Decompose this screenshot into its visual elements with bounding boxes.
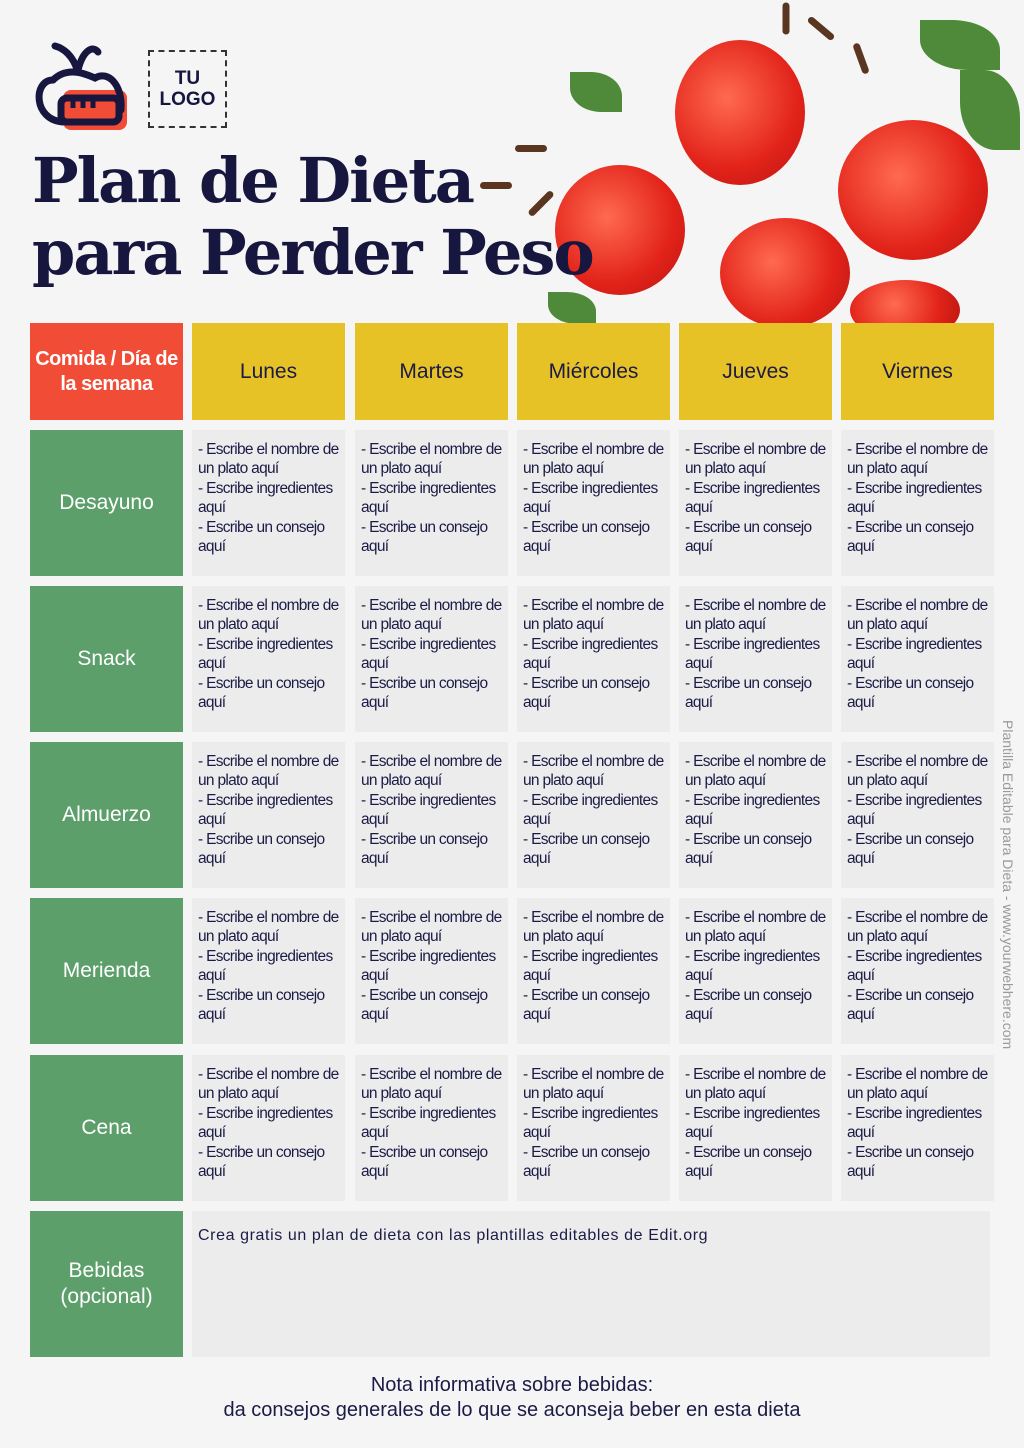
cell-line: - Escribe un consejo aquí: [523, 830, 650, 868]
cell-line: - Escribe ingredientes aquí: [361, 635, 496, 673]
meal-cell[interactable]: [355, 742, 508, 888]
meal-cell[interactable]: [679, 898, 832, 1044]
apple-tape-measure-icon: [33, 40, 129, 137]
cell-line: - Escribe el nombre de un plato aquí: [361, 753, 502, 790]
title-line-2: para Perder Peso: [32, 216, 593, 289]
side-watermark-text: Plantilla Editable para Dieta - www.yourwebhere.com: [1000, 720, 1016, 1050]
cell-line: - Escribe ingredientes aquí: [847, 479, 982, 517]
cell-line: - Escribe un consejo aquí: [685, 674, 812, 712]
cell-line: - Escribe un consejo aquí: [361, 986, 488, 1024]
cell-line: - Escribe el nombre de un plato aquí: [523, 753, 664, 790]
day-header-0: Lunes: [192, 323, 345, 420]
cell-line: - Escribe un consejo aquí: [847, 518, 974, 556]
cell-line: - Escribe ingredientes aquí: [361, 791, 496, 829]
meal-cell[interactable]: [517, 742, 670, 888]
cell-line: - Escribe un consejo aquí: [361, 830, 488, 868]
meal-cell[interactable]: [355, 586, 508, 732]
cell-line: - Escribe un consejo aquí: [847, 830, 974, 868]
cell-line: - Escribe un consejo aquí: [685, 986, 812, 1024]
meal-label: Merienda: [30, 898, 183, 1044]
cell-line: - Escribe ingredientes aquí: [523, 635, 658, 673]
meal-cell[interactable]: [517, 586, 670, 732]
meal-cell[interactable]: [355, 898, 508, 1044]
drinks-note: [0, 1373, 1024, 1423]
meal-cell[interactable]: [192, 1055, 345, 1201]
day-header-4: Viernes: [841, 323, 994, 420]
cell-line: - Escribe el nombre de un plato aquí: [361, 597, 502, 634]
cell-line: - Escribe un consejo aquí: [847, 986, 974, 1024]
cell-line: - Escribe el nombre de un plato aquí: [198, 909, 339, 946]
cell-line: - Escribe el nombre de un plato aquí: [685, 909, 826, 946]
cell-line: - Escribe ingredientes aquí: [198, 635, 333, 673]
cell-line: - Escribe el nombre de un plato aquí: [361, 441, 502, 478]
cell-line: - Escribe un consejo aquí: [685, 518, 812, 556]
cell-line: - Escribe un consejo aquí: [523, 518, 650, 556]
cell-line: - Escribe el nombre de un plato aquí: [847, 753, 988, 790]
day-header-2: Miércoles: [517, 323, 670, 420]
page-title: [32, 145, 593, 289]
cell-line: - Escribe un consejo aquí: [361, 1143, 488, 1181]
cell-line: - Escribe ingredientes aquí: [198, 947, 333, 985]
meal-cell[interactable]: [841, 742, 994, 888]
note-line-2: da consejos generales de lo que se aconseja beber en esta dieta: [223, 1399, 801, 1421]
meal-label-drinks: Bebidas (opcional): [30, 1211, 183, 1357]
cell-line: - Escribe el nombre de un plato aquí: [198, 1066, 339, 1103]
meal-cell[interactable]: [841, 586, 994, 732]
cell-line: - Escribe ingredientes aquí: [847, 791, 982, 829]
cell-line: - Escribe ingredientes aquí: [685, 1104, 820, 1142]
cell-line: - Escribe el nombre de un plato aquí: [361, 1066, 502, 1103]
cell-line: - Escribe ingredientes aquí: [847, 1104, 982, 1142]
cell-line: - Escribe ingredientes aquí: [361, 479, 496, 517]
meal-cell[interactable]: [679, 586, 832, 732]
cell-line: - Escribe el nombre de un plato aquí: [198, 441, 339, 478]
cell-line: - Escribe el nombre de un plato aquí: [685, 441, 826, 478]
meal-cell[interactable]: [679, 430, 832, 576]
cell-line: - Escribe ingredientes aquí: [847, 635, 982, 673]
cell-line: - Escribe un consejo aquí: [685, 830, 812, 868]
cell-line: - Escribe un consejo aquí: [523, 674, 650, 712]
meal-cell[interactable]: [841, 1055, 994, 1201]
cell-line: - Escribe un consejo aquí: [523, 1143, 650, 1181]
day-header-1: Martes: [355, 323, 508, 420]
cell-line: - Escribe un consejo aquí: [198, 674, 325, 712]
day-header-3: Jueves: [679, 323, 832, 420]
cell-line: - Escribe el nombre de un plato aquí: [847, 1066, 988, 1103]
cell-line: - Escribe el nombre de un plato aquí: [685, 1066, 826, 1103]
cell-line: - Escribe un consejo aquí: [198, 986, 325, 1024]
title-line-1: Plan de Dieta: [32, 144, 473, 217]
cell-line: - Escribe ingredientes aquí: [198, 791, 333, 829]
cell-line: - Escribe el nombre de un plato aquí: [198, 597, 339, 634]
meal-cell[interactable]: [679, 742, 832, 888]
meal-label: Almuerzo: [30, 742, 183, 888]
meal-cell[interactable]: [841, 430, 994, 576]
cell-line: - Escribe un consejo aquí: [198, 518, 325, 556]
drinks-cell[interactable]: Crea gratis un plan de dieta con las plantillas editables de Edit.org: [192, 1211, 990, 1357]
cell-line: - Escribe un consejo aquí: [523, 986, 650, 1024]
meal-label: Desayuno: [30, 430, 183, 576]
cell-line: - Escribe el nombre de un plato aquí: [685, 597, 826, 634]
meal-cell[interactable]: [517, 898, 670, 1044]
cell-line: - Escribe ingredientes aquí: [523, 947, 658, 985]
meal-cell[interactable]: [192, 586, 345, 732]
meal-cell[interactable]: [192, 430, 345, 576]
meal-cell[interactable]: [517, 430, 670, 576]
meal-cell[interactable]: [355, 1055, 508, 1201]
note-line-1: Nota informativa sobre bebidas:: [370, 1374, 654, 1396]
cell-line: - Escribe el nombre de un plato aquí: [685, 753, 826, 790]
cell-line: - Escribe ingredientes aquí: [361, 1104, 496, 1142]
cell-line: - Escribe el nombre de un plato aquí: [847, 597, 988, 634]
meal-cell[interactable]: [679, 1055, 832, 1201]
cell-line: - Escribe ingredientes aquí: [361, 947, 496, 985]
corner-header: Comida / Día de la semana: [30, 323, 183, 420]
meal-cell[interactable]: [841, 898, 994, 1044]
cell-line: - Escribe un consejo aquí: [361, 674, 488, 712]
cell-line: - Escribe un consejo aquí: [847, 1143, 974, 1181]
cell-line: - Escribe un consejo aquí: [685, 1143, 812, 1181]
meal-cell[interactable]: [192, 742, 345, 888]
cell-line: - Escribe ingredientes aquí: [685, 635, 820, 673]
meal-cell[interactable]: [192, 898, 345, 1044]
meal-label: Snack: [30, 586, 183, 732]
cell-line: - Escribe ingredientes aquí: [685, 791, 820, 829]
cell-line: - Escribe ingredientes aquí: [685, 947, 820, 985]
logo-placeholder[interactable]: TU LOGO: [148, 50, 227, 128]
cell-line: - Escribe ingredientes aquí: [847, 947, 982, 985]
cell-line: - Escribe el nombre de un plato aquí: [523, 1066, 664, 1103]
cell-line: - Escribe ingredientes aquí: [198, 479, 333, 517]
meal-label: Cena: [30, 1055, 183, 1201]
cell-line: - Escribe ingredientes aquí: [523, 791, 658, 829]
cell-line: - Escribe el nombre de un plato aquí: [847, 909, 988, 946]
cell-line: - Escribe un consejo aquí: [198, 830, 325, 868]
cell-line: - Escribe el nombre de un plato aquí: [523, 441, 664, 478]
cell-line: - Escribe el nombre de un plato aquí: [198, 753, 339, 790]
cell-line: - Escribe ingredientes aquí: [523, 479, 658, 517]
cell-line: - Escribe el nombre de un plato aquí: [847, 441, 988, 478]
cell-line: - Escribe ingredientes aquí: [198, 1104, 333, 1142]
cell-line: - Escribe un consejo aquí: [361, 518, 488, 556]
cell-line: - Escribe ingredientes aquí: [685, 479, 820, 517]
cell-line: - Escribe el nombre de un plato aquí: [361, 909, 502, 946]
cell-line: - Escribe ingredientes aquí: [523, 1104, 658, 1142]
cell-line: - Escribe el nombre de un plato aquí: [523, 597, 664, 634]
cell-line: - Escribe un consejo aquí: [198, 1143, 325, 1181]
meal-cell[interactable]: [355, 430, 508, 576]
cell-line: - Escribe el nombre de un plato aquí: [523, 909, 664, 946]
meal-cell[interactable]: [517, 1055, 670, 1201]
cell-line: - Escribe un consejo aquí: [847, 674, 974, 712]
